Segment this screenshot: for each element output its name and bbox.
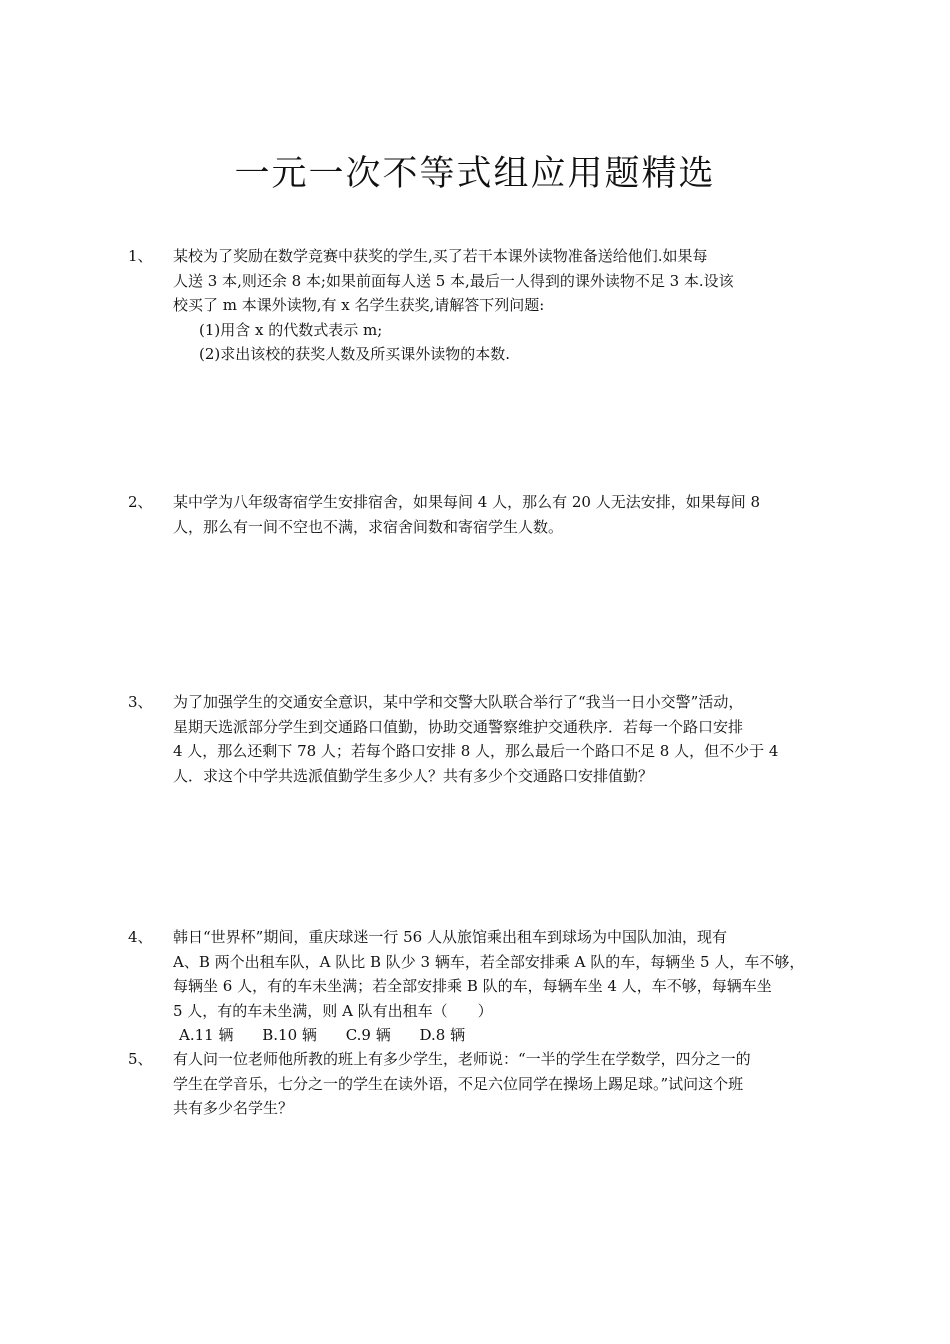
subpart: (2)求出该校的获奖人数及所买课外读物的本数. [199,345,511,363]
question-line: A、B 两个出租车队，A 队比 B 队少 3 辆车，若全部安排乘 A 队的车，每辆坐 5 人，车不够， [173,952,805,971]
question-text [173,490,813,539]
question-line: 4 人，那么还剩下 78 人；若每个路口安排 8 人，那么最后一个路口不足 8 人，但不少于 4 [173,742,779,760]
question-number: 3、 [128,693,153,711]
option-a: A.11 辆 [179,1026,234,1044]
question-text [173,690,813,788]
subpart: (1)用含 x 的代数式表示 m; [199,320,383,339]
question-line: 共有多少名学生？ [173,1099,294,1117]
option-c: C.9 辆 [345,1026,391,1044]
question-text [173,1047,813,1121]
question-line: 人，那么有一间不空也不满，求宿舍间数和寄宿学生人数。 [173,517,564,536]
question-line: 校买了 m 本课外读物,有 x 名学生获奖,请解答下列问题: [173,296,545,314]
answer-options [173,1023,813,1048]
question-line: 某校为了奖励在数学竞赛中获奖的学生,买了若干本课外读物准备送给他们.如果每 [173,247,708,265]
page-title: 一元一次不等式组应用题精选 [234,154,716,194]
option-d: D.8 辆 [419,1026,466,1044]
question-text [173,244,813,367]
question-line: 人．求这个中学共选派值勤学生多少人？共有多少个交通路口安排值勤？ [173,766,654,785]
question-number: 5、 [128,1050,153,1068]
question-line: 学生在学音乐，七分之一的学生在读外语，不足六位同学在操场上踢足球。”试问这个班 [173,1074,744,1093]
question-line: 韩日“世界杯”期间，重庆球迷一行 56 人从旅馆乘出租车到球场为中国队加油，现有 [173,928,727,946]
question-line: 星期天选派部分学生到交通路口值勤，协助交通警察维护交通秩序．若每一个路口安排 [173,717,744,736]
question-line: 有人问一位老师他所教的班上有多少学生，老师说：“一半的学生在学数学，四分之一的 [173,1050,751,1068]
question-text [173,925,813,1048]
question-number: 1、 [128,247,153,265]
question-line: 5 人，有的车未坐满，则 A 队有出租车（ ） [173,1001,493,1020]
question-line: 每辆坐 6 人，有的车未坐满；若全部安排乘 B 队的车，每辆车坐 4 人，车不够，每辆车坐 [173,977,772,995]
question-line: 某中学为八年级寄宿学生安排宿舍，如果每间 4 人，那么有 20 人无法安排，如果每间 8 [173,493,761,511]
question-line: 人送 3 本,则还余 8 本;如果前面每人送 5 本,最后一人得到的课外读物不足 3 本.设该 [173,271,734,290]
option-b: B.10 辆 [262,1026,317,1044]
question-number: 4、 [128,928,153,946]
question-line: 为了加强学生的交通安全意识，某中学和交警大队联合举行了“我当一日小交警”活动， [173,693,744,711]
question-number: 2、 [128,493,153,511]
